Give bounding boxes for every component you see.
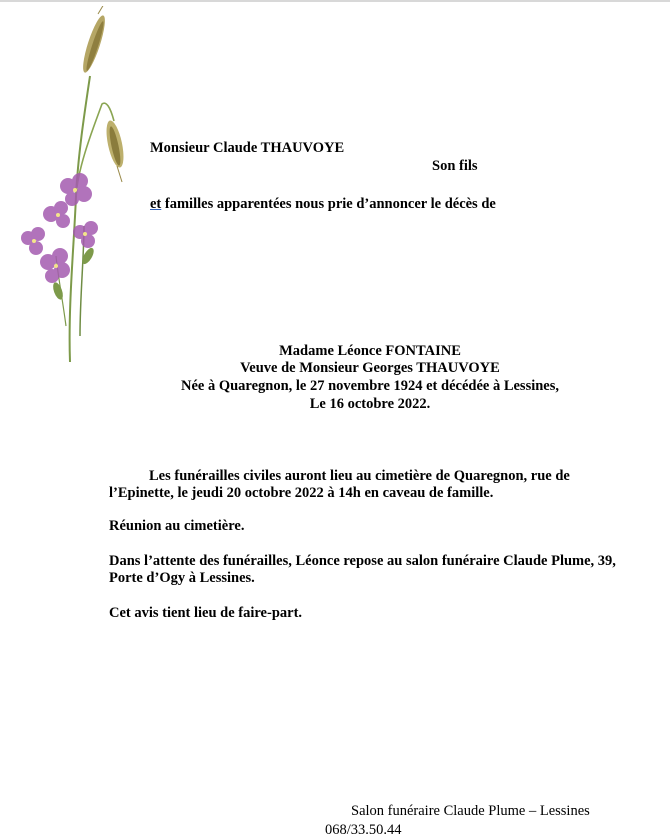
announcement-text: familles apparentées nous prie d’annoncer le décès de: [161, 196, 496, 212]
rest-paragraph: Dans l’attente des funérailles, Léonce repose au salon funéraire Claude Plume, 39, Porte d’Ogy à Lessines.: [109, 553, 616, 586]
notice-paragraph: Cet avis tient lieu de faire-part.: [109, 605, 303, 621]
relation-label: Son fils: [432, 158, 478, 174]
deceased-death-date: Le 16 octobre 2022.: [309, 396, 431, 412]
deceased-birth-death: Née à Quaregnon, le 27 novembre 1924 et décédée à Lessines,: [180, 378, 560, 394]
announcement-line: [150, 196, 496, 213]
footer-phone: 068/33.50.44: [325, 822, 402, 838]
announcement-prefix: et: [150, 196, 162, 212]
deceased-spouse: Veuve de Monsieur Georges THAUVOYE: [240, 360, 500, 376]
meeting-paragraph: Réunion au cimetière.: [109, 518, 245, 534]
violet-flowers-and-wheat-icon: [18, 6, 130, 378]
announcer-name: Monsieur Claude THAUVOYE: [150, 140, 345, 156]
page-top-border: [0, 0, 670, 2]
footer-salon: Salon funéraire Claude Plume – Lessines: [351, 803, 590, 819]
funeral-paragraph: Les funérailles civiles auront lieu au cimetière de Quaregnon, rue de l’Epinette, le jeudi 20 octobre 2022 à 14h en caveau de famille.: [109, 468, 570, 501]
deceased-name: Madame Léonce FONTAINE: [279, 343, 461, 359]
